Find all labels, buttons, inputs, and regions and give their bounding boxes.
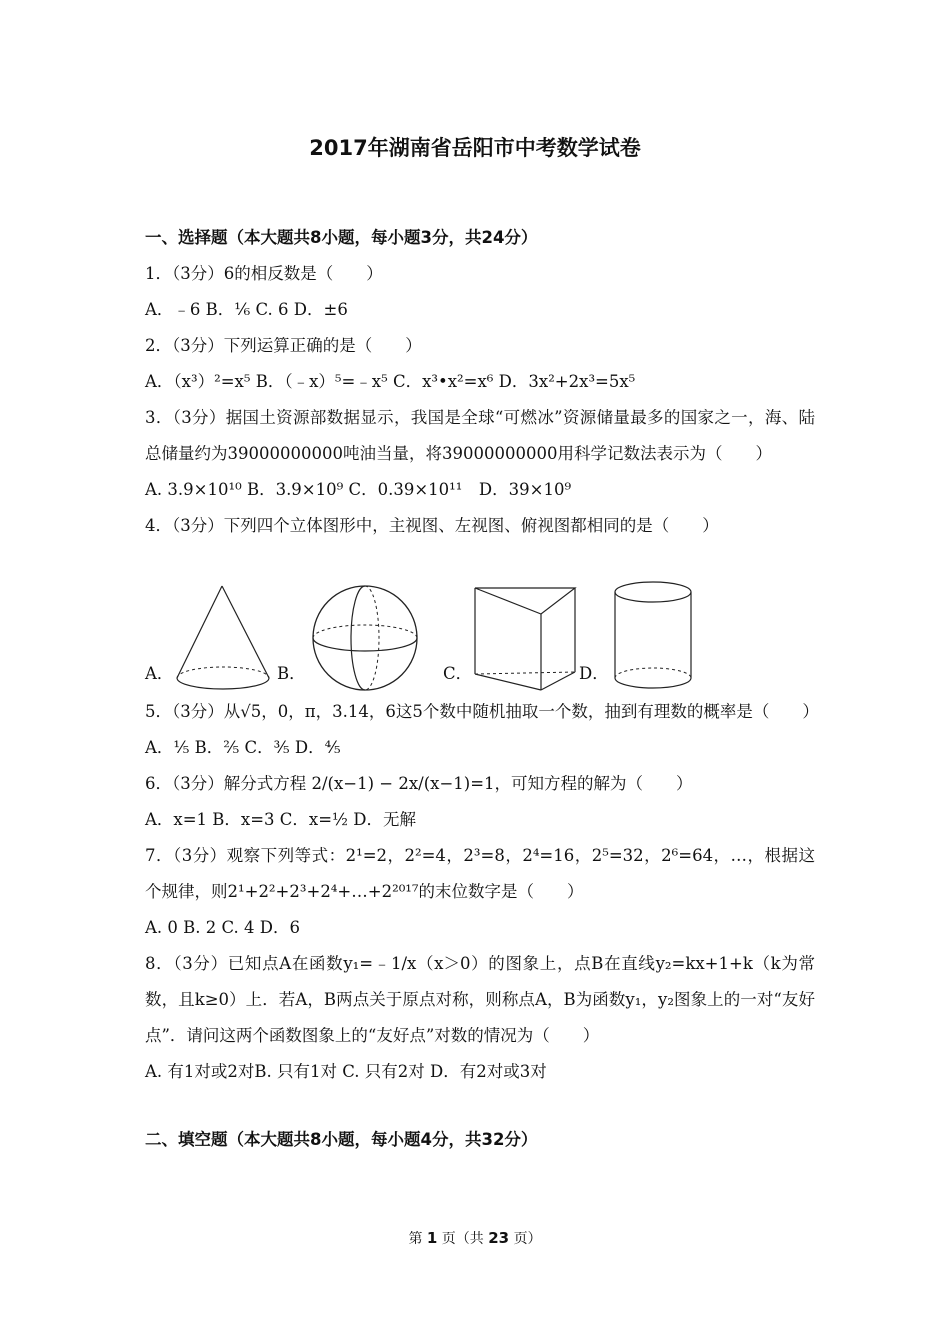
question-8-stem: 8．（3分）已知点A在函数y₁=﹣1/x（x＞0）的图象上，点B在直线y₂=kx+1+k（k为常数，且k≥0）上．若A，B两点关于原点对称，则称点A，B为函数y₁，y₂图象上的一对“友好点”．请问这两个函数图象上的“友好点”对数的情况为（ ） — [145, 954, 815, 1045]
question-5-options: A．⅕ B．⅖ C．⅗ D．⅘ — [145, 738, 341, 757]
footer-middle: 页（共 — [441, 1231, 484, 1247]
sphere-figure — [309, 582, 421, 694]
triangular-prism-figure — [471, 582, 579, 694]
section-heading-fill-blank: 二、填空题（本大题共8小题，每小题4分，共32分） — [145, 1130, 538, 1149]
section-heading-choice: 一、选择题（本大题共8小题，每小题3分，共24分） — [145, 228, 538, 247]
question-6-options: A．x=1 B．x=3 C．x=½ D．无解 — [145, 810, 417, 829]
question-2-stem: 2．（3分）下列运算正确的是（ ） — [145, 336, 422, 355]
footer-prefix: 第 — [408, 1231, 423, 1247]
question-2-options: A．（x³）²=x⁵ B．（﹣x）⁵=﹣x⁵ C．x³•x²=x⁶ D．3x²+2x³=5x⁵ — [145, 372, 636, 391]
question-3-options: A. 3.9×10¹⁰ B．3.9×10⁹ C．0.39×10¹¹ D．39×10⁹ — [145, 480, 572, 499]
question-3-stem: 3．（3分）据国土资源部数据显示，我国是全球“可燃冰”资源储量最多的国家之一，海、陆总储量约为39000000000吨油当量，将39000000000用科学记数法表示为（ ） — [145, 408, 815, 463]
footer-suffix: 页） — [513, 1231, 542, 1247]
cylinder-figure — [611, 578, 695, 694]
question-1-options: A．﹣6 B．⅙ C. 6 D．±6 — [145, 300, 348, 319]
figure-label-c: C． — [443, 664, 473, 683]
page-footer — [0, 1228, 950, 1248]
question-8-options: A. 有1对或2对B. 只有1对 C. 只有2对 D．有2对或3对 — [145, 1062, 547, 1081]
page-title: 2017年湖南省岳阳市中考数学试卷 — [309, 136, 641, 160]
footer-total-pages: 23 — [488, 1229, 510, 1247]
question-4-figures — [145, 544, 815, 694]
question-5-stem: 5．（3分）从√5，0，π，3.14，6这5个数中随机抽取一个数，抽到有理数的概率是（ ） — [145, 702, 819, 721]
figure-label-a: A． — [145, 664, 174, 683]
cone-figure — [173, 582, 273, 694]
question-7-stem: 7．（3分）观察下列等式：2¹=2，2²=4，2³=8，2⁴=16，2⁵=32，2⁶=64，…，根据这个规律，则2¹+2²+2³+2⁴+…+2²⁰¹⁷的末位数字是（ ） — [145, 846, 815, 901]
question-7-options: A. 0 B. 2 C. 4 D．6 — [145, 918, 301, 937]
question-6-stem: 6．（3分）解分式方程 2/(x−1) − 2x/(x−1)=1，可知方程的解为（ ） — [145, 774, 693, 793]
footer-page-number: 1 — [426, 1229, 438, 1247]
question-1-stem: 1．（3分）6的相反数是（ ） — [145, 264, 383, 283]
exam-content — [145, 220, 819, 1158]
question-4-stem: 4．（3分）下列四个立体图形中，主视图、左视图、俯视图都相同的是（ ） — [145, 516, 719, 535]
figure-label-b: B． — [277, 664, 306, 683]
figure-label-d: D． — [579, 664, 609, 683]
